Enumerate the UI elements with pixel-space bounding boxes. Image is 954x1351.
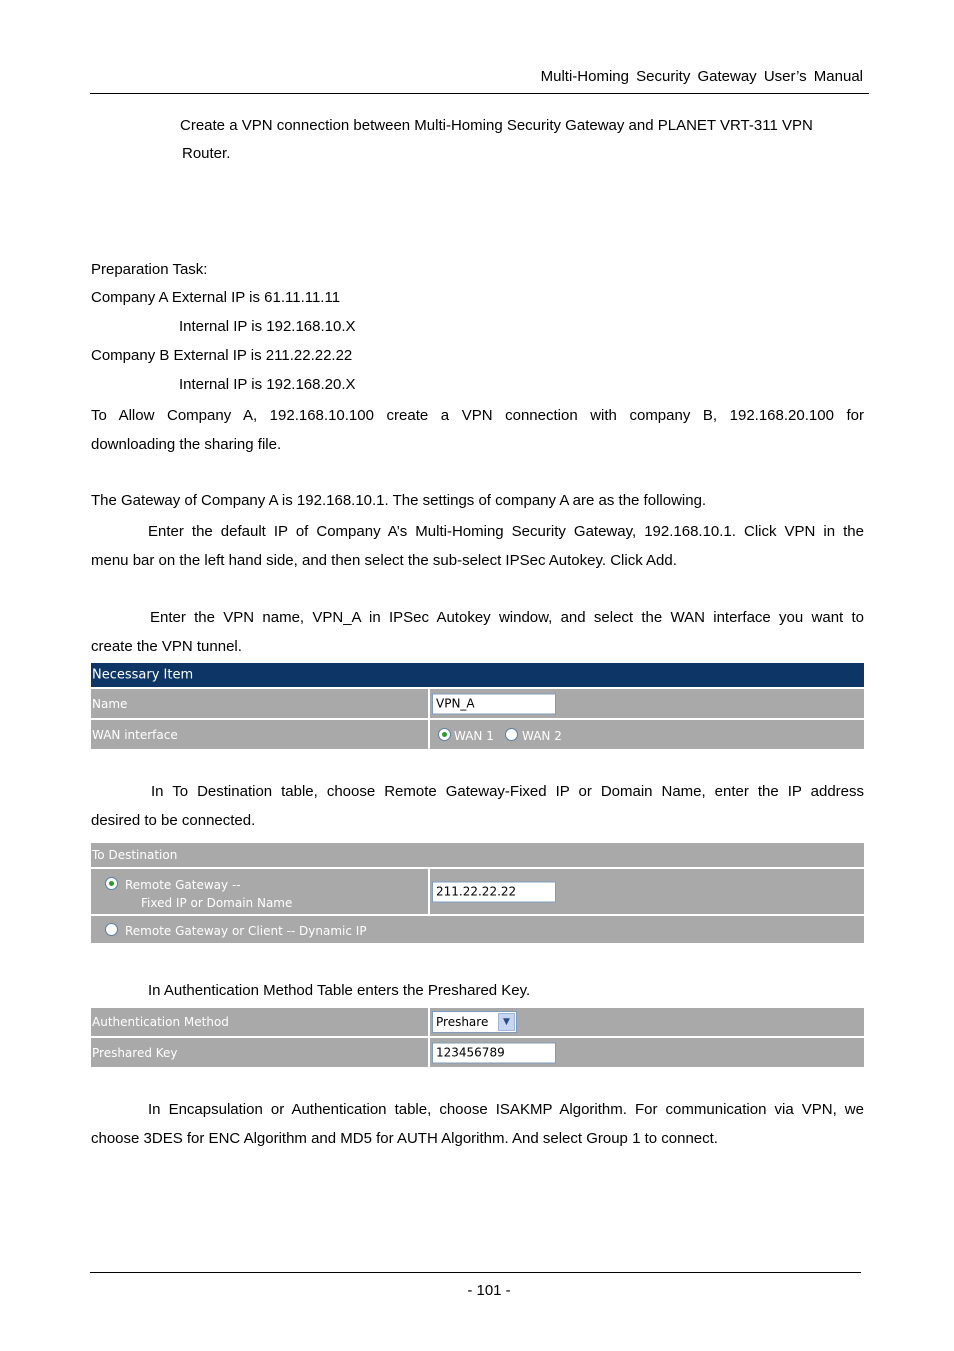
name-label-cell	[91, 689, 428, 718]
preshared-key-input[interactable]: 123456789	[432, 1042, 556, 1063]
chevron-down-icon[interactable]: ▼	[498, 1013, 515, 1031]
wan2-label: WAN 2	[522, 729, 562, 743]
step2-paragraph	[91, 603, 864, 661]
preshared-key-label-cell	[91, 1038, 428, 1067]
allow-line-1: To Allow Company A, 192.168.10.100 create a VPN connection with company B, 192.168.20.100 for	[91, 407, 864, 424]
remote-ip-input[interactable]: 211.22.22.22	[432, 881, 556, 902]
wan1-label: WAN 1	[454, 729, 494, 743]
necessary-item-header	[91, 663, 864, 687]
destination-title: To Destination	[92, 848, 178, 862]
fixed-ip-radio[interactable]	[105, 877, 118, 890]
encap-paragraph	[91, 1095, 864, 1153]
auth-method-label: Authentication Method	[92, 1015, 229, 1029]
auth-method-label-cell	[91, 1008, 428, 1036]
fixed-ip-label-cell	[91, 869, 428, 914]
wan1-radio[interactable]	[438, 728, 451, 741]
preshared-key-row	[91, 1038, 864, 1067]
step1-paragraph	[91, 517, 864, 575]
step1-line-1: Enter the default IP of Company A’s Multi-Homing Security Gateway, 192.168.10.1. Click VPN in the	[148, 523, 864, 540]
intro-line-2: Router.	[182, 145, 231, 162]
wan2-radio[interactable]	[505, 728, 518, 741]
company-b-external: Company B External IP is 211.22.22.22	[91, 347, 353, 364]
auth-method-value: Preshare	[436, 1015, 489, 1029]
destination-header	[91, 843, 864, 867]
wan-interface-row	[91, 720, 864, 749]
dynamic-ip-radio[interactable]	[105, 923, 118, 936]
page-number: - 101 -	[467, 1282, 511, 1299]
fixed-ip-row	[91, 869, 864, 914]
name-value-cell	[430, 689, 864, 718]
name-row	[91, 689, 864, 718]
company-a-internal: Internal IP is 192.168.10.X	[179, 318, 356, 335]
allow-paragraph	[91, 401, 864, 459]
company-b-internal: Internal IP is 192.168.20.X	[179, 376, 356, 393]
destination-table	[91, 843, 864, 943]
footer-rule	[90, 1272, 861, 1273]
wan-value-cell	[430, 720, 864, 749]
step2-line-2: create the VPN tunnel.	[91, 638, 242, 655]
name-label: Name	[92, 696, 128, 711]
step2-line-1: Enter the VPN name, VPN_A in IPSec Autokey window, and select the WAN interface you want to	[150, 609, 864, 626]
wan-label-cell	[91, 720, 428, 749]
header-rule	[90, 93, 869, 94]
allow-line-2: downloading the sharing file.	[91, 436, 282, 453]
destination-line-1: In To Destination table, choose Remote Gateway-Fixed IP or Domain Name, enter the IP address	[151, 783, 864, 800]
dynamic-ip-label: Remote Gateway or Client -- Dynamic IP	[125, 924, 367, 938]
destination-line-2: desired to be connected.	[91, 812, 256, 829]
name-input[interactable]: VPN_A	[432, 693, 556, 714]
auth-paragraph: In Authentication Method Table enters the Preshared Key.	[148, 982, 531, 999]
necessary-item-title: Necessary Item	[92, 667, 194, 683]
fixed-ip-label-line-1: Remote Gateway --	[125, 878, 241, 892]
encap-line-2: choose 3DES for ENC Algorithm and MD5 for AUTH Algorithm. And select Group 1 to connect.	[91, 1130, 718, 1147]
encap-line-1: In Encapsulation or Authentication table, choose ISAKMP Algorithm. For communication via VPN, we	[148, 1101, 864, 1118]
preshared-key-label: Preshared Key	[92, 1045, 178, 1060]
step1-line-2: menu bar on the left hand side, and then select the sub-select IPSec Autokey. Click Add.	[91, 552, 677, 569]
auth-method-value-cell	[430, 1008, 864, 1036]
auth-table	[91, 1008, 864, 1067]
auth-method-row	[91, 1008, 864, 1036]
fixed-ip-label-line-2: Fixed IP or Domain Name	[141, 896, 293, 910]
auth-method-select[interactable]	[432, 1011, 517, 1033]
destination-paragraph	[91, 777, 864, 835]
gateway-intro: The Gateway of Company A is 192.168.10.1. The settings of company A are as the following.	[91, 492, 707, 509]
preshared-key-value-cell	[430, 1038, 864, 1067]
prep-title: Preparation Task:	[91, 261, 208, 278]
running-header: Multi-Homing Security Gateway User’s Manual	[540, 68, 863, 85]
intro-line-1: Create a VPN connection between Multi-Homing Security Gateway and PLANET VRT-311 VPN	[180, 117, 813, 134]
company-a-external: Company A External IP is 61.11.11.11	[91, 289, 341, 306]
necessary-item-table	[91, 663, 864, 749]
wan-interface-label: WAN interface	[92, 727, 178, 742]
fixed-ip-value-cell	[430, 869, 864, 914]
dynamic-ip-row	[91, 916, 864, 943]
